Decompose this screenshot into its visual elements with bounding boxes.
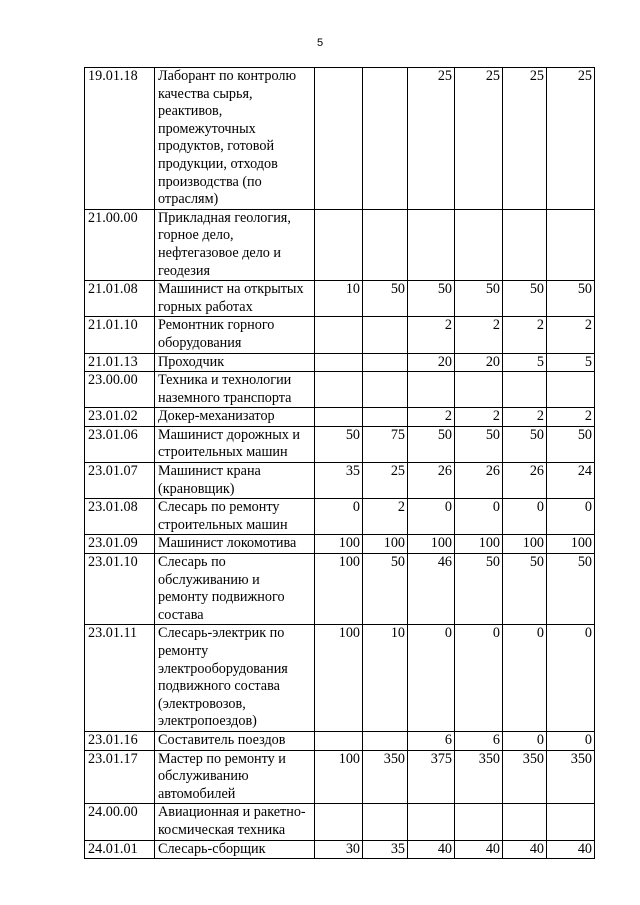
value-cell-3: 40 xyxy=(408,840,455,859)
value-cell-5: 0 xyxy=(503,731,547,750)
value-cell-2: 75 xyxy=(363,426,408,462)
profession-code-cell: 24.00.00 xyxy=(85,804,155,840)
value-cell-5: 2 xyxy=(503,408,547,427)
value-cell-2: 25 xyxy=(363,463,408,499)
value-cell-5: 100 xyxy=(503,535,547,554)
value-cell-5: 50 xyxy=(503,281,547,317)
table-row xyxy=(85,317,595,353)
profession-code-cell: 21.01.13 xyxy=(85,353,155,372)
profession-name-cell: Проходчик xyxy=(155,353,315,372)
profession-code-cell: 23.01.08 xyxy=(85,499,155,535)
profession-code-cell: 21.01.08 xyxy=(85,281,155,317)
value-cell-6: 40 xyxy=(547,840,595,859)
value-cell-2 xyxy=(363,209,408,280)
value-cell-2: 2 xyxy=(363,499,408,535)
value-cell-2 xyxy=(363,353,408,372)
value-cell-4 xyxy=(455,209,503,280)
value-cell-3: 50 xyxy=(408,426,455,462)
value-cell-5: 5 xyxy=(503,353,547,372)
value-cell-3: 2 xyxy=(408,408,455,427)
value-cell-4: 0 xyxy=(455,499,503,535)
value-cell-4: 26 xyxy=(455,463,503,499)
value-cell-3: 46 xyxy=(408,554,455,625)
table-row xyxy=(85,281,595,317)
profession-name-cell: Докер-механизатор xyxy=(155,408,315,427)
value-cell-5: 0 xyxy=(503,625,547,732)
value-cell-6: 100 xyxy=(547,535,595,554)
value-cell-4: 25 xyxy=(455,68,503,210)
value-cell-2 xyxy=(363,372,408,408)
value-cell-4: 20 xyxy=(455,353,503,372)
profession-name-cell: Слесарь по ремонту строительных машин xyxy=(155,499,315,535)
value-cell-5: 25 xyxy=(503,68,547,210)
value-cell-1 xyxy=(315,804,363,840)
profession-name-cell: Авиационная и ракетно-космическая техника xyxy=(155,804,315,840)
table-row xyxy=(85,499,595,535)
value-cell-3 xyxy=(408,804,455,840)
value-cell-2 xyxy=(363,317,408,353)
value-cell-1 xyxy=(315,408,363,427)
profession-code-cell: 23.01.10 xyxy=(85,554,155,625)
profession-code-cell: 23.01.11 xyxy=(85,625,155,732)
table-row xyxy=(85,353,595,372)
value-cell-1 xyxy=(315,68,363,210)
profession-name-cell: Мастер по ремонту и обслуживанию автомобилей xyxy=(155,750,315,804)
value-cell-1: 50 xyxy=(315,426,363,462)
table-row xyxy=(85,535,595,554)
value-cell-6: 50 xyxy=(547,554,595,625)
profession-code-cell: 23.01.02 xyxy=(85,408,155,427)
value-cell-4: 50 xyxy=(455,554,503,625)
value-cell-6: 50 xyxy=(547,281,595,317)
value-cell-6: 24 xyxy=(547,463,595,499)
value-cell-3: 25 xyxy=(408,68,455,210)
value-cell-6: 0 xyxy=(547,499,595,535)
value-cell-1 xyxy=(315,731,363,750)
page-number: 5 xyxy=(316,37,324,49)
profession-name-cell: Ремонтник горного оборудования xyxy=(155,317,315,353)
professions-table xyxy=(84,67,595,859)
value-cell-6 xyxy=(547,209,595,280)
value-cell-2: 350 xyxy=(363,750,408,804)
value-cell-2 xyxy=(363,731,408,750)
value-cell-3: 0 xyxy=(408,499,455,535)
value-cell-6 xyxy=(547,804,595,840)
value-cell-5 xyxy=(503,209,547,280)
profession-name-cell: Техника и технологии наземного транспорта xyxy=(155,372,315,408)
profession-code-cell: 23.01.16 xyxy=(85,731,155,750)
value-cell-2: 35 xyxy=(363,840,408,859)
value-cell-5: 350 xyxy=(503,750,547,804)
value-cell-1: 30 xyxy=(315,840,363,859)
value-cell-3: 2 xyxy=(408,317,455,353)
value-cell-3: 50 xyxy=(408,281,455,317)
table-row xyxy=(85,68,595,210)
profession-code-cell: 24.01.01 xyxy=(85,840,155,859)
profession-name-cell: Машинист дорожных и строительных машин xyxy=(155,426,315,462)
table-row xyxy=(85,750,595,804)
table-row xyxy=(85,804,595,840)
value-cell-6: 2 xyxy=(547,317,595,353)
table-row xyxy=(85,463,595,499)
value-cell-5: 40 xyxy=(503,840,547,859)
table-row xyxy=(85,426,595,462)
value-cell-4 xyxy=(455,804,503,840)
value-cell-2: 10 xyxy=(363,625,408,732)
value-cell-3 xyxy=(408,372,455,408)
value-cell-6: 0 xyxy=(547,731,595,750)
value-cell-5 xyxy=(503,372,547,408)
value-cell-3: 20 xyxy=(408,353,455,372)
value-cell-6 xyxy=(547,372,595,408)
value-cell-4 xyxy=(455,372,503,408)
value-cell-2 xyxy=(363,408,408,427)
value-cell-6: 350 xyxy=(547,750,595,804)
value-cell-6: 2 xyxy=(547,408,595,427)
value-cell-3 xyxy=(408,209,455,280)
value-cell-3: 26 xyxy=(408,463,455,499)
value-cell-3: 6 xyxy=(408,731,455,750)
table-row xyxy=(85,408,595,427)
value-cell-5: 2 xyxy=(503,317,547,353)
value-cell-6: 5 xyxy=(547,353,595,372)
value-cell-4: 50 xyxy=(455,426,503,462)
value-cell-1: 100 xyxy=(315,554,363,625)
value-cell-6: 25 xyxy=(547,68,595,210)
value-cell-2: 100 xyxy=(363,535,408,554)
profession-code-cell: 21.01.10 xyxy=(85,317,155,353)
profession-name-cell: Составитель поездов xyxy=(155,731,315,750)
table-row xyxy=(85,209,595,280)
value-cell-4: 6 xyxy=(455,731,503,750)
profession-code-cell: 23.01.09 xyxy=(85,535,155,554)
value-cell-5: 50 xyxy=(503,554,547,625)
value-cell-1 xyxy=(315,372,363,408)
profession-name-cell: Слесарь-электрик по ремонту электрооборудования подвижного состава (электровозов, электропоездов) xyxy=(155,625,315,732)
value-cell-5: 0 xyxy=(503,499,547,535)
value-cell-1: 10 xyxy=(315,281,363,317)
value-cell-1: 0 xyxy=(315,499,363,535)
value-cell-2: 50 xyxy=(363,554,408,625)
profession-code-cell: 23.01.07 xyxy=(85,463,155,499)
value-cell-1 xyxy=(315,317,363,353)
profession-name-cell: Машинист на открытых горных работах xyxy=(155,281,315,317)
table-body xyxy=(85,68,595,859)
table-row xyxy=(85,731,595,750)
value-cell-6: 50 xyxy=(547,426,595,462)
value-cell-4: 2 xyxy=(455,408,503,427)
table-row xyxy=(85,625,595,732)
value-cell-1: 100 xyxy=(315,750,363,804)
value-cell-3: 0 xyxy=(408,625,455,732)
profession-code-cell: 23.00.00 xyxy=(85,372,155,408)
value-cell-4: 100 xyxy=(455,535,503,554)
profession-name-cell: Лаборант по контролю качества сырья, реактивов, промежуточных продуктов, готовой продукции, отходов производства (по отраслям) xyxy=(155,68,315,210)
value-cell-1: 100 xyxy=(315,625,363,732)
profession-name-cell: Слесарь по обслуживанию и ремонту подвижного состава xyxy=(155,554,315,625)
value-cell-1 xyxy=(315,353,363,372)
value-cell-1 xyxy=(315,209,363,280)
value-cell-6: 0 xyxy=(547,625,595,732)
profession-code-cell: 23.01.17 xyxy=(85,750,155,804)
value-cell-5: 26 xyxy=(503,463,547,499)
value-cell-5 xyxy=(503,804,547,840)
value-cell-1: 100 xyxy=(315,535,363,554)
value-cell-2: 50 xyxy=(363,281,408,317)
value-cell-4: 2 xyxy=(455,317,503,353)
profession-code-cell: 19.01.18 xyxy=(85,68,155,210)
table-row xyxy=(85,840,595,859)
value-cell-4: 40 xyxy=(455,840,503,859)
profession-code-cell: 21.00.00 xyxy=(85,209,155,280)
value-cell-1: 35 xyxy=(315,463,363,499)
value-cell-4: 350 xyxy=(455,750,503,804)
value-cell-2 xyxy=(363,804,408,840)
profession-code-cell: 23.01.06 xyxy=(85,426,155,462)
profession-name-cell: Слесарь-сборщик xyxy=(155,840,315,859)
profession-name-cell: Прикладная геология, горное дело, нефтегазовое дело и геодезия xyxy=(155,209,315,280)
value-cell-5: 50 xyxy=(503,426,547,462)
value-cell-3: 375 xyxy=(408,750,455,804)
value-cell-4: 0 xyxy=(455,625,503,732)
value-cell-4: 50 xyxy=(455,281,503,317)
profession-name-cell: Машинист крана (крановщик) xyxy=(155,463,315,499)
table-row xyxy=(85,372,595,408)
table-row xyxy=(85,554,595,625)
value-cell-3: 100 xyxy=(408,535,455,554)
value-cell-2 xyxy=(363,68,408,210)
profession-name-cell: Машинист локомотива xyxy=(155,535,315,554)
